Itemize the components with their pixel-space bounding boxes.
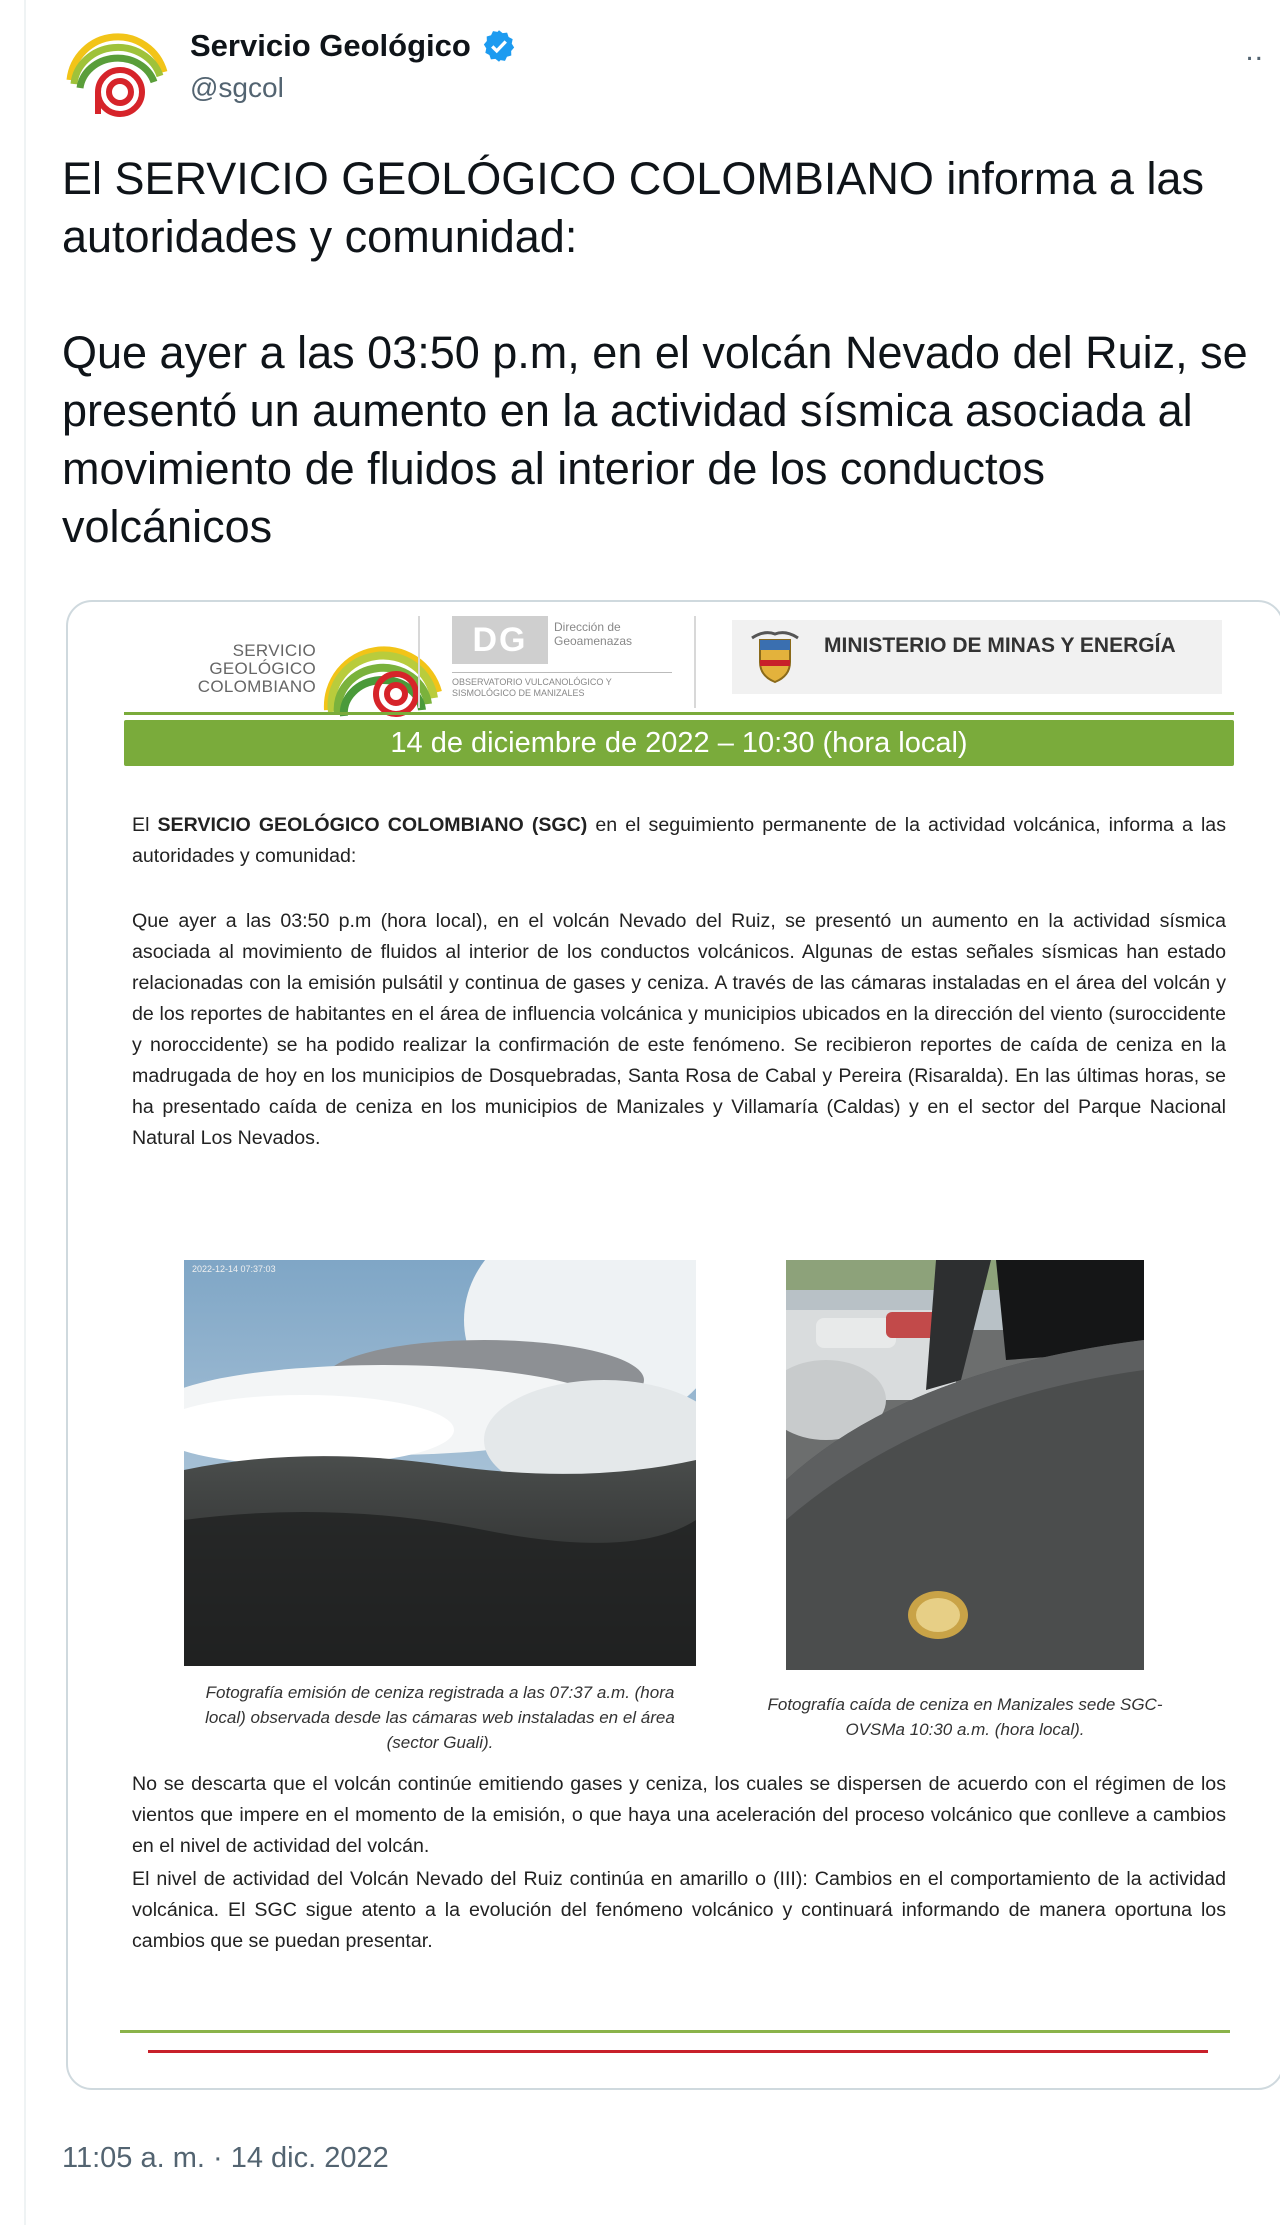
photo-caption-right: Fotografía caída de ceniza en Manizales sede SGC-OVSMa 10:30 a.m. (hora local). (767, 1695, 1163, 1739)
bulletin-closing-1: No se descarta que el volcán continúe emitiendo gases y ceniza, los cuales se dispersen de acuerdo con el régimen de los vientos que impere en el momento de la emisión, o que haya una aceleración del proceso volcánico que conlleve a cambios en el nivel de actividad del volcán. (132, 1773, 1226, 1857)
sgc-logo-text: SERVICIO GEOLÓGICO COLOMBIANO (197, 641, 316, 696)
dg-direction: Dirección de Geoamenazas (554, 620, 633, 648)
ministry-name: MINISTERIO DE MINAS Y ENERGÍA (824, 634, 1176, 657)
tweet-paragraph: Que ayer a las 03:50 p.m, en el volcán Nevado del Ruiz, se presentó un aumento en la actividad sísmica asociada al movimiento de fluidos al interior de los conductos volcánicos (62, 327, 1248, 552)
sgc-logo-icon (322, 612, 442, 722)
tweet-paragraph: El SERVICIO GEOLÓGICO COLOMBIANO informa a las autoridades y comunidad: (62, 153, 1204, 262)
handle[interactable]: @sgcol (190, 72, 284, 103)
colombia-shield-icon (746, 628, 804, 686)
avatar[interactable] (62, 10, 172, 120)
tweet-media-image[interactable] (66, 600, 1280, 2090)
more-options-icon[interactable]: .. (1245, 34, 1264, 67)
dg-observatory: OBSERVATORIO VULCANOLÓGICO Y SISMOLÓGICO DE MANIZALES (452, 672, 672, 699)
tweet-text (62, 150, 1262, 556)
footer-rule-red (148, 2050, 1208, 2053)
sgc-logo-icon (62, 10, 172, 120)
dg-logo (452, 616, 672, 706)
logo-divider (694, 616, 696, 708)
bulletin-body: Que ayer a las 03:50 p.m (hora local), en el volcán Nevado del Ruiz, se presentó un aumento en la actividad sísmica asociada al movimiento de fluidos al interior de los conductos volcánicos. Algunas de estas señales sísmicas han estado relacionadas con la emisión pulsátil y continua de gases y ceniza. A través de las cámaras instaladas en el área del volcán y de los reportes de habitantes en el área de influencia volcánica y municipios ubicados en la dirección del viento (suroccidente y noroccidente) se ha podido realizar la confirmación de este fenómeno. Se recibieron reportes de caída de ceniza en la madrugada de hoy en los municipios de Dosquebradas, Santa Rosa de Cabal y Pereira (Risaralda). En las últimas horas, se ha presentado caída de ceniza en los municipios de Manizales y Villamaría (Caldas) y en el sector del Parque Nacional Natural Los Nevados. (132, 910, 1226, 1149)
intro-lead: El (132, 814, 158, 836)
ashfall-car-photo (786, 1260, 1144, 1670)
timeline-border (24, 0, 26, 2225)
date-band-rule (124, 712, 1234, 715)
display-name[interactable]: Servicio Geológico (190, 28, 471, 63)
photo-caption-left: Fotografía emisión de ceniza registrada a las 07:37 a.m. (hora local) observada desde las cámaras web instaladas en el área (sector Guali). (205, 1683, 675, 1752)
intro-rest: en el seguimiento permanente de la actividad volcánica, informa a las autoridades y comunidad: (132, 814, 1227, 867)
logo-divider (418, 616, 420, 708)
camera-timestamp: 2022-12-14 07:37:03 (192, 1264, 276, 1274)
sgc-logo (126, 612, 456, 722)
bulletin-date: 14 de diciembre de 2022 – 10:30 (hora local) (124, 720, 1234, 766)
ministry-logo (732, 620, 1222, 694)
bulletin-intro (132, 810, 1226, 872)
footer-rule-green (120, 2030, 1230, 2033)
bulletin-closing-2: El nivel de actividad del Volcán Nevado del Ruiz continúa en amarillo o (III): Cambios en el comportamiento de la actividad volcánica. El SGC sigue atento a la evolución del fenómeno volcánico y continuará informando de manera oportuna los cambios que se puedan presentar. (132, 1868, 1226, 1952)
dg-mark: DG (452, 616, 548, 664)
intro-agency: SERVICIO GEOLÓGICO COLOMBIANO (SGC) (157, 814, 588, 836)
ash-emission-photo (184, 1260, 696, 1666)
verified-badge-icon (481, 28, 517, 64)
tweet-timestamp[interactable]: 11:05 a. m. · 14 dic. 2022 (62, 2142, 389, 2174)
tweet-header (60, 10, 1270, 120)
